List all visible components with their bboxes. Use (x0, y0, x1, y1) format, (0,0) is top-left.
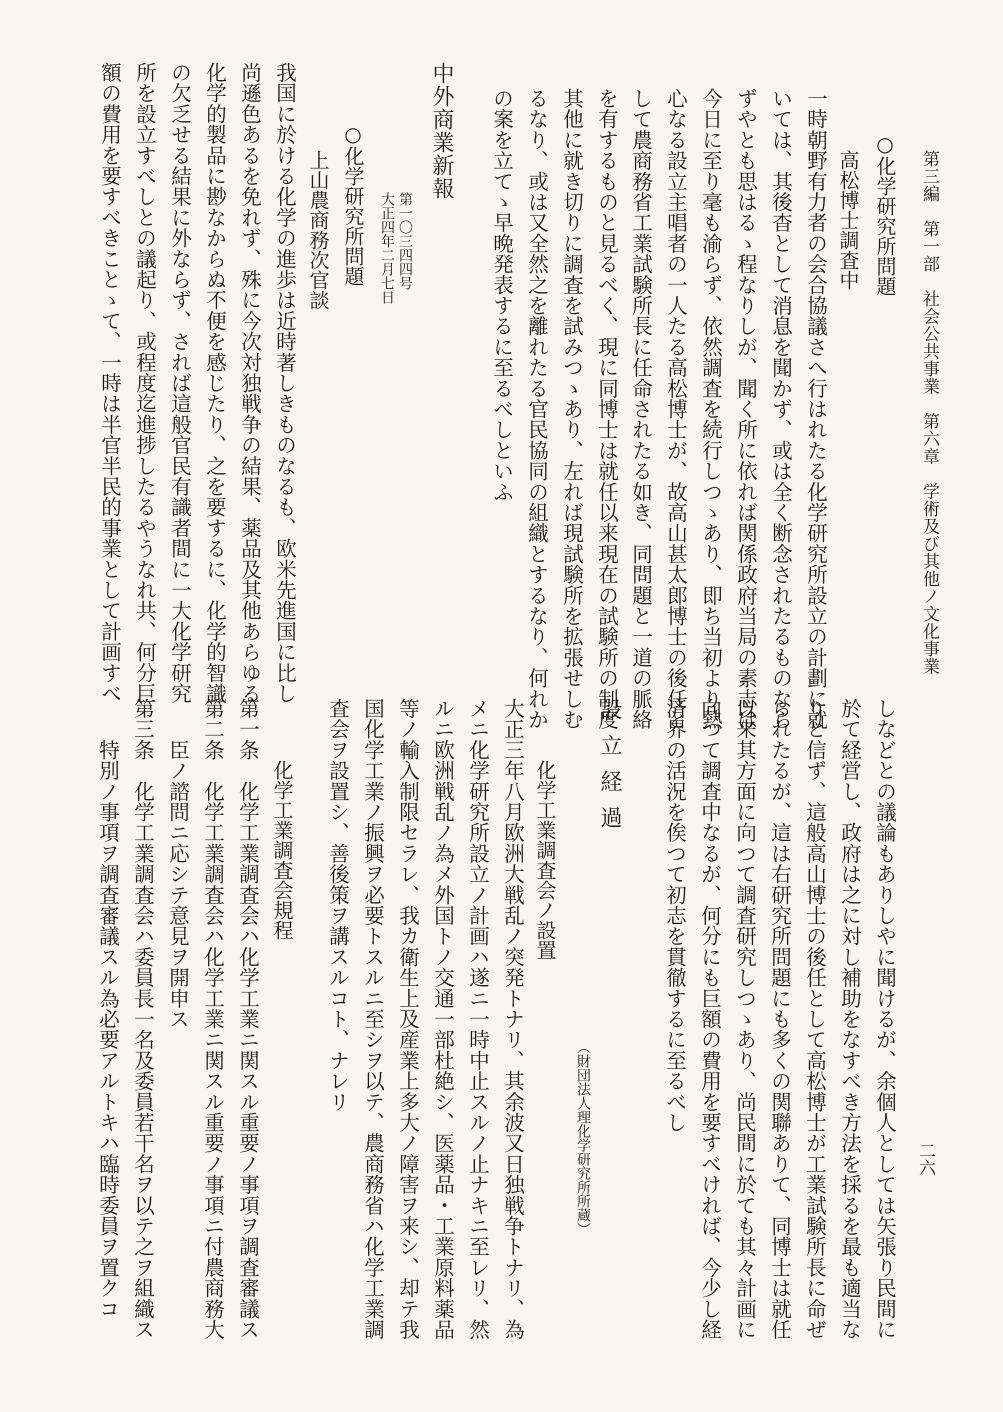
cont-line-2: 於て経営し、政府は之に対し補助をなすべき方法を採るを最も適当な (837, 698, 862, 1340)
section-source: （財団法人理化学研究所所蔵） (575, 1040, 591, 1236)
top-line-5: 心なる設立主唱者の一人たる高松博士が、故高山甚太郎博士の後任と (663, 88, 688, 730)
top-line-7: を有するものと見るべく、現に同博士は就任以来現在の試験所の制度 (594, 88, 619, 730)
rule-line-2: 第二条 化学工業調査会ハ化学工業ニ関スル重要ノ事項ニ付農商務大 (200, 698, 225, 1340)
second-line-3: 化学的製品に尠なからぬ不便を感じたり、之を要するに、化学的智識 (202, 62, 227, 704)
source-issue: 第一〇三四四号 (397, 192, 413, 290)
second-line-4: の欠乏せる結果に外ならず、されば這般官民有識者間に一大化学研究 (167, 62, 192, 704)
source-newspaper: 中外商業新報 (429, 62, 454, 200)
top-line-3: ずやとも思はるゝ程なりしが、聞く所に依れば関係政府当局の素志は (733, 88, 758, 730)
top-heading: ○化学研究所問題 (873, 132, 897, 296)
rule-line-5: 特別ノ事項ヲ調査審議スル為必要アルトキハ臨時委員ヲ置クコ (95, 698, 120, 1319)
top-subheading: 高松博士調査中 (836, 150, 860, 290)
sub-line-4: 等ノ輸入制限セラレ、我カ衛生上及産業上多大ノ障害ヲ来シ、却テ我 (395, 698, 420, 1340)
sub-line-3: ルニ欧洲戦乱ノ為メ外国トノ交通一部杜絶シ、医薬品・工業原料薬品 (430, 698, 455, 1340)
rule-line-4: 第三条 化学工業調査会ハ委員長一名及委員若干名ヲ以テ之ヲ組織ス (130, 698, 155, 1340)
top-line-9: るなり、或は又全然之を離れたる官民協同の組織とするなり、何れか (524, 88, 549, 730)
page-number: 二六 (915, 1142, 935, 1176)
top-line-1: 一時朝野有力者の会合協議さへ行はれたる化学研究所設立の計劃に就 (803, 88, 828, 730)
second-heading: ○化学研究所問題 (341, 122, 365, 286)
second-line-1: 我国に於ける化学の進歩は近時著しきものなるも、欧米先進国に比し (272, 62, 297, 704)
rule-line-3: 臣ノ諮問ニ応シテ意見ヲ開申ス (165, 698, 190, 1030)
source-date: 大正四年二月七日 (379, 192, 395, 304)
rules-title: 化学工業調査会規程 (270, 760, 294, 940)
cont-line-1: しなどとの議論もありしやに聞けるが、余個人としては矢張り民間に (872, 698, 897, 1340)
sub-line-1: 大正三年八月欧洲大戦乱ノ突発トナリ、其余波又日独戦争トナリ、為 (500, 698, 525, 1340)
top-line-6: して農商務省工業試験所長に任命されたる如き、同問題と一道の脈絡 (628, 88, 653, 730)
subsection-title: 化学工業調査会ノ設置 (533, 760, 557, 960)
second-line-6: 額の費用を要すべきことゝて、一時は半官半民的事業として計画すべ (97, 62, 122, 704)
top-line-2: いては、其後杳として消息を聞かず、或は全く断念されたるものなら (768, 88, 793, 730)
top-line-10: の案を立てゝ早晩発表するに至るべしといふ (489, 88, 514, 502)
sub-line-5: 国化学工業ノ振興ヲ必要トスルニ至シヲ以テ、農商務省ハ化学工業調 (360, 698, 385, 1340)
sub-line-6: 査会ヲ設置シ、善後策ヲ講スルコト、ナレリ (325, 698, 350, 1112)
second-subheading: 上山農商務次官談 (306, 150, 330, 310)
cont-line-6: 向つて調査中なるが、何分にも巨額の費用を要すべければ、今少し経 (697, 698, 722, 1340)
second-line-2: 尚遜色あるを免れず、殊に今次対独戦争の結果、薬品及其他あらゆる (237, 62, 262, 704)
cont-line-4: られたるが、這は右研究所問題にも多くの関聯ありて、同博士は就任 (767, 698, 792, 1340)
top-line-4: 今日に至り毫も渝らず、依然調査を続行しつゝあり、即ち当初より熱 (698, 88, 723, 730)
cont-line-3: りと信ず、這般高山博士の後任として高松博士が工業試験所長に命ぜ (802, 698, 827, 1340)
cont-line-7: 済界の活況を俟つて初志を貫徹するに至るべし (662, 698, 687, 1133)
sub-line-2: メニ化学研究所設立ノ計画ハ遂ニ一時中止スルノ止ナキニ至レリ、然 (465, 698, 490, 1340)
section-title: 設立経過 (597, 698, 622, 842)
top-line-8: 其他に就き切りに調査を試みつゝあり、左れば現試験所を拡張せしむ (559, 88, 584, 730)
rule-line-1: 第一条 化学工業調査会ハ化学工業ニ関スル重要ノ事項ヲ調査審議ス (235, 698, 260, 1340)
cont-line-5: 以来其方面に向つて調査研究しつゝあり、尚民間に於ても其々計画に (732, 698, 757, 1340)
second-line-5: 所を設立すべしとの議起り、或程度迄進捗したるやうなれ共、何分巨 (132, 62, 157, 704)
running-header: 第三編 第一部 社会公共事業 第六章 学術及び其他ノ文化事業 (919, 150, 939, 675)
